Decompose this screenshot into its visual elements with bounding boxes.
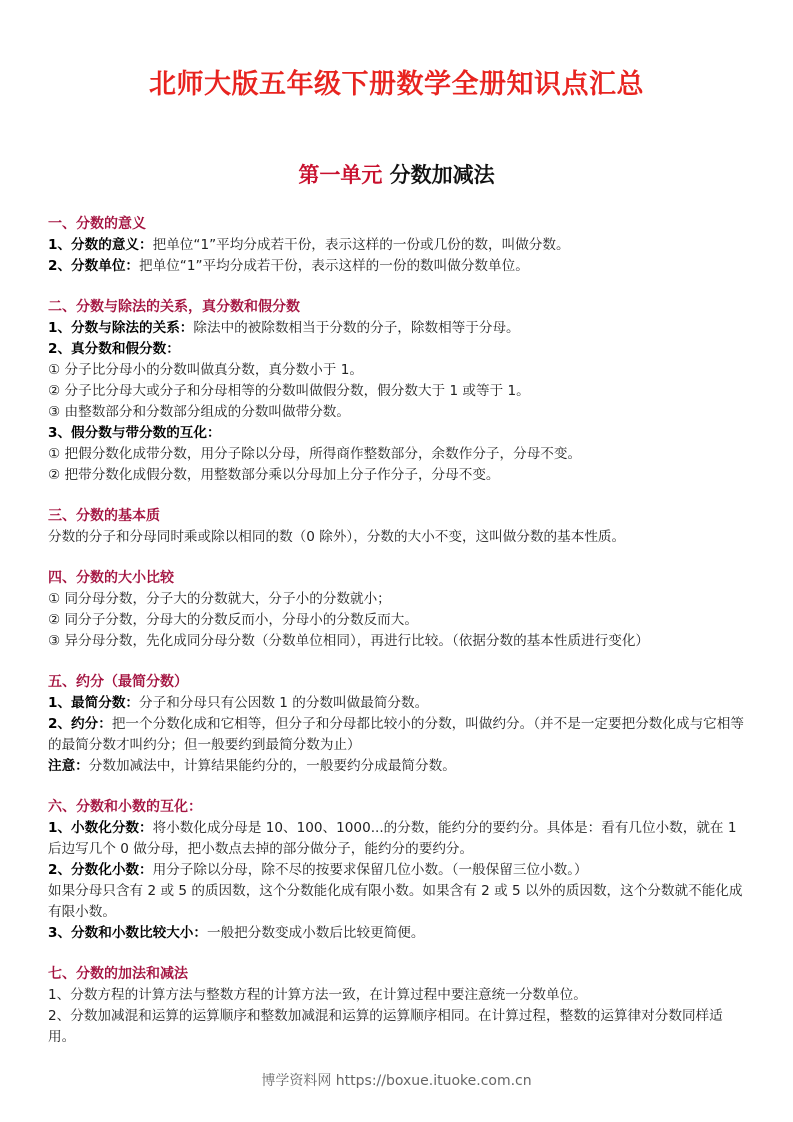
item-text: ② 同分子分数，分母大的分数反而小，分母小的分数反而大。	[48, 612, 418, 628]
section	[48, 797, 748, 944]
item-text: 把单位“1”平均分成若干份，表示这样的一份或几份的数，叫做分数。	[152, 237, 570, 253]
item-text: 把一个分数化成和它相等，但分子和分母都比较小的分数，叫做约分。（并不是一定要把分数化成与它相等的最简分数才叫约分；但一般要约到最简分数为止）	[48, 716, 744, 753]
item-label: 1、分数与除法的关系：	[48, 320, 194, 336]
item-text: 1、分数方程的计算方法与整数方程的计算方法一致，在计算过程中要注意统一分数单位。	[48, 987, 587, 1003]
item-label: 3、假分数与带分数的互化：	[48, 425, 221, 441]
section-heading: 七、分数的加法和减法	[48, 966, 188, 982]
item-label: 2、真分数和假分数：	[48, 341, 180, 357]
item-text: ② 分子比分母大或分子和分母相等的分数叫做假分数，假分数大于 1 或等于 1。	[48, 383, 530, 399]
list-item	[48, 693, 748, 714]
item-text: 分数的分子和分母同时乘或除以相同的数（0 除外），分数的大小不变，这叫做分数的基本性质。	[48, 529, 626, 545]
list-item	[48, 631, 748, 652]
list-item	[48, 923, 748, 944]
item-text: ① 同分母分数，分子大的分数就大，分子小的分数就小；	[48, 591, 391, 607]
list-item	[48, 860, 748, 881]
list-item	[48, 465, 748, 486]
item-text: 一般把分数变成小数后比较更简便。	[207, 925, 425, 941]
section-heading: 四、分数的大小比较	[48, 570, 174, 586]
item-text: ③ 异分母分数，先化成同分母分数（分数单位相同），再进行比较。（依据分数的基本性质进行变化）	[48, 633, 650, 649]
list-item	[48, 423, 748, 444]
item-text: 分子和分母只有公因数 1 的分数叫做最简分数。	[139, 695, 429, 711]
list-item	[48, 881, 748, 923]
item-label: 1、小数化分数：	[48, 820, 153, 836]
list-item	[48, 381, 748, 402]
section	[48, 506, 748, 548]
item-text: 2、分数加减混和运算的运算顺序和整数加减混和运算的运算顺序相同。在计算过程，整数的运算律对分数同样适用。	[48, 1008, 723, 1045]
section	[48, 964, 748, 1048]
list-item	[48, 1006, 748, 1048]
item-label: 3、分数和小数比较大小：	[48, 925, 207, 941]
item-text: 把单位“1”平均分成若干份，表示这样的一份的数叫做分数单位。	[139, 258, 529, 274]
list-item	[48, 444, 748, 465]
item-text: ① 把假分数化成带分数，用分子除以分母，所得商作整数部分，余数作分子，分母不变。	[48, 446, 582, 462]
list-item	[48, 985, 748, 1006]
item-text: 分数加减法中，计算结果能约分的，一般要约分成最简分数。	[88, 758, 456, 774]
item-label: 2、分数单位：	[48, 258, 140, 274]
item-label: 1、分数的意义：	[48, 237, 153, 253]
section	[48, 568, 748, 652]
item-text: 如果分母只含有 2 或 5 的质因数，这个分数能化成有限小数。如果含有 2 或 5 以外的质因数，这个分数就不能化成有限小数。	[48, 883, 743, 920]
item-text: 除法中的被除数相当于分数的分子，除数相等于分母。	[193, 320, 520, 336]
list-item	[48, 714, 748, 756]
item-text: ① 分子比分母小的分数叫做真分数，真分数小于 1。	[48, 362, 363, 378]
list-item	[48, 402, 748, 423]
unit-label: 第一单元	[298, 163, 383, 187]
list-item	[48, 818, 748, 860]
list-item	[48, 235, 748, 256]
list-item	[48, 360, 748, 381]
item-text: 将小数化成分母是 10、100、1000...的分数，能约分的要约分。具体是：看有几位小数，就在 1 后边写几个 0 做分母，把小数点去掉的部分做分子，能约分的要约分。	[48, 820, 737, 857]
section-heading: 一、分数的意义	[48, 216, 146, 232]
section-heading: 三、分数的基本质	[48, 508, 160, 524]
item-text: 用分子除以分母，除不尽的按要求保留几位小数。（一般保留三位小数。）	[152, 862, 588, 878]
item-label: 2、分数化小数：	[48, 862, 153, 878]
list-item	[48, 527, 748, 548]
document-body	[48, 214, 748, 1068]
footer-watermark: 博学资料网 https://boxue.ituoke.com.cn	[261, 1073, 532, 1089]
section	[48, 672, 748, 777]
list-item	[48, 756, 748, 777]
list-item	[48, 610, 748, 631]
section-heading: 二、分数与除法的关系，真分数和假分数	[48, 299, 300, 315]
item-label: 2、约分：	[48, 716, 112, 732]
list-item	[48, 256, 748, 277]
item-text: ② 把带分数化成假分数，用整数部分乘以分母加上分子作分子，分母不变。	[48, 467, 500, 483]
list-item	[48, 318, 748, 339]
section-heading: 五、约分（最简分数）	[48, 674, 188, 690]
list-item	[48, 339, 748, 360]
item-text: ③ 由整数部分和分数部分组成的分数叫做带分数。	[48, 404, 350, 420]
unit-name: 分数加减法	[389, 163, 495, 187]
section-heading: 六、分数和小数的互化：	[48, 799, 202, 815]
section	[48, 297, 748, 486]
unit-title	[0, 159, 793, 189]
document-title: 北师大版五年级下册数学全册知识点汇总	[149, 69, 644, 100]
section	[48, 214, 748, 277]
item-label: 1、最简分数：	[48, 695, 140, 711]
list-item	[48, 589, 748, 610]
item-label: 注意：	[48, 758, 89, 774]
